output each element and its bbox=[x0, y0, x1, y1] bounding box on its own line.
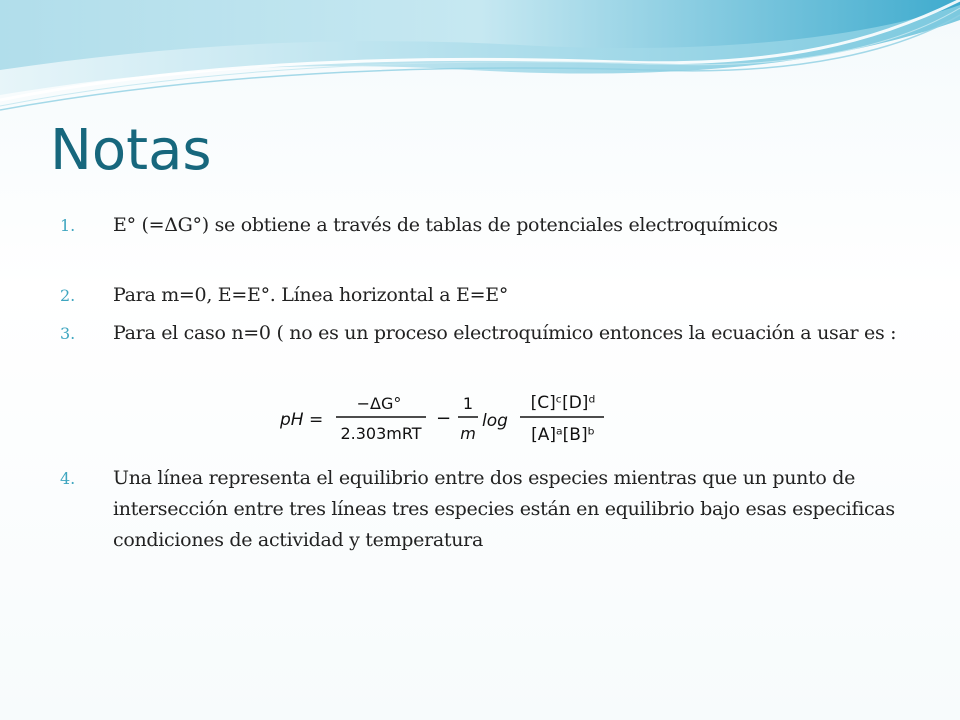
list-item-text: Para m=0, E=E°. Línea horizontal a E=E° bbox=[113, 284, 509, 306]
list-item-number: 4. bbox=[60, 469, 76, 488]
equation-frac3-denominator: [A]ᵃ[B]ᵇ bbox=[531, 425, 595, 445]
list-item-text: E° (=ΔG°) se obtiene a través de tablas de potenciales electroquímicos bbox=[113, 214, 778, 236]
equation-frac3-numerator: [C]ᶜ[D]ᵈ bbox=[530, 393, 596, 413]
equation-frac2-numerator: 1 bbox=[462, 394, 474, 413]
list-item-number: 1. bbox=[60, 216, 76, 235]
equation-lhs: pH = bbox=[280, 410, 324, 430]
equation-minus: − bbox=[436, 408, 452, 429]
list-item-number: 2. bbox=[60, 286, 76, 305]
equation-frac1-denominator: 2.303mRT bbox=[340, 424, 422, 443]
decorative-wave-banner bbox=[0, 0, 960, 130]
list-item-text: Para el caso n=0 ( no es un proceso electroquímico entonces la ecuación a usar es : bbox=[113, 322, 897, 344]
equation-log: log bbox=[482, 411, 508, 431]
ph-equation bbox=[278, 384, 608, 450]
list-item-number: 3. bbox=[60, 324, 76, 343]
equation-frac1-numerator: −ΔG° bbox=[356, 394, 402, 413]
list-item-text: Una línea representa el equilibrio entre dos especies mientras que un punto de intersección entre tres líneas tres especies están en equilibrio bajo esas especificas condiciones de actividad y temperatura bbox=[113, 467, 895, 551]
slide-title: Notas bbox=[50, 118, 212, 183]
equation-frac2-denominator: m bbox=[460, 424, 476, 443]
